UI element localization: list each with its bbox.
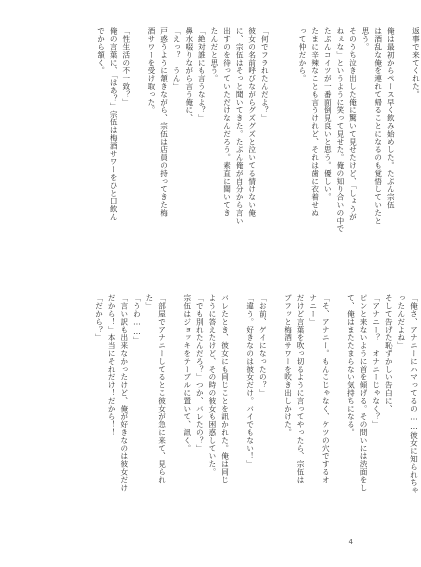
text-line: [168, 294, 181, 544]
text-line: そして告げた恥ずかしい告白に、: [384, 294, 394, 413]
text-line: ように答えたけど、その時の彼女も困惑していた。: [207, 294, 217, 476]
text-line: 「言い訳も出来なかったけど、俺が好きなのは彼女だけ: [119, 294, 129, 492]
text-line: 鼻水啜りながら言う俺に、: [184, 27, 194, 122]
text-line: たぶんコイツが一番面倒見良いと思う。優しい。: [323, 27, 333, 201]
page-number: 4: [348, 538, 353, 546]
text-line: 俺は最初からペース早く飲み始めした。たぶん宗伍: [386, 27, 396, 209]
text-line: 「性生活の不一致？」: [121, 27, 131, 106]
text-line: 「だから？」: [94, 294, 104, 342]
text-line: 彼女の名前呼びながらグズグズと泣いてる情けない俺: [247, 27, 257, 217]
text-line: [283, 27, 296, 277]
text-line: ナニー」: [308, 294, 318, 326]
text-line: バレたとき、彼女にも同じことを訊かれた。俺は同じ: [220, 294, 230, 484]
text-line: ピンと来ないように首を傾げる。その問いには渋面をし: [359, 294, 369, 492]
text-line: 思う。: [361, 27, 371, 51]
text-line: 「絶対誰にも言うなよ？」: [197, 27, 207, 122]
text-line: だから！」本当にそれだけ！だから！！: [107, 294, 117, 437]
text-line: [268, 294, 281, 544]
text-line: た」: [144, 294, 154, 310]
text-line: [331, 294, 344, 544]
text-line: 「部屋でアナニーしてるとこ彼女が急に来て、見られ: [157, 294, 167, 484]
text-block-top: [94, 27, 421, 277]
text-line: 「アナニー？ オナニーじゃなく？」: [371, 294, 381, 429]
text-line: 出すのを待っていただけなんだろう。素直に聞いてき: [222, 27, 232, 217]
text-line: ねぇな」というように笑って見せた。俺の知り合いの中で: [335, 27, 345, 233]
text-line: だけど言葉を吹っ切るように言ってやったら、宗伍は: [296, 294, 306, 484]
text-line: 「何でフラれたんだよ？」: [260, 27, 270, 122]
text-line: たまに辛辣なことも言うけれど、それは歯に衣着せぬ: [310, 27, 320, 217]
text-line: って仲だから。: [298, 27, 308, 83]
text-line: そのうち泣き出した俺に驚いて見せたけど、「しょうが: [348, 27, 358, 221]
text-line: 「えっ？ うん」: [172, 27, 182, 91]
text-line: [396, 27, 409, 277]
text-line: たんだと思う。: [209, 27, 219, 83]
text-line: [231, 294, 244, 544]
text-line: 「そ、アナニー。もんこじゃなく、ケツの穴でするオ: [321, 294, 331, 484]
text-line: 「俺さ、アナニーにハマってるの……彼女に知られちゃ: [409, 294, 419, 495]
text-line: 「お前、ゲイになったの？」: [258, 294, 268, 397]
text-line: 「違う。好きなのは彼女だけ。バイでもない！」: [245, 294, 255, 468]
text-line: でから頷く。: [96, 27, 106, 75]
text-line: 「でも別れたんだろ？」つか、バレたの？」: [195, 294, 205, 452]
text-line: 「うわ……」: [132, 294, 142, 345]
text-line: 返事で来てくれた。: [411, 27, 421, 99]
text-line: ったんだよね」: [396, 294, 406, 350]
text-line: 戸惑うように頷きながら、宗伍は店員の持ってきた梅: [159, 27, 169, 217]
text-line: [132, 27, 145, 277]
text-line: 酒サワーを受け取った。: [146, 27, 156, 114]
text-line: [270, 27, 283, 277]
text-line: て、俺はまたたまらない気持ちになる。: [346, 294, 356, 437]
text-line: は酒乱な俺を連れて帰ることになるのも覚悟していたと: [373, 27, 383, 225]
text-line: に、宗伍はそっと聞いてきた。たぶん俺が自分から言い: [235, 27, 245, 225]
text-line: ブフッと梅酒サワーを吹き出しかけた。: [283, 294, 293, 437]
text-block-bottom: [92, 294, 419, 544]
text-line: 宗伍はジョッキをテーブルに置いて、訊く。: [182, 294, 192, 452]
text-line: 俺の言葉に、「はあ？」宗伍は梅酒サワーをひと口飲ん: [109, 27, 119, 221]
